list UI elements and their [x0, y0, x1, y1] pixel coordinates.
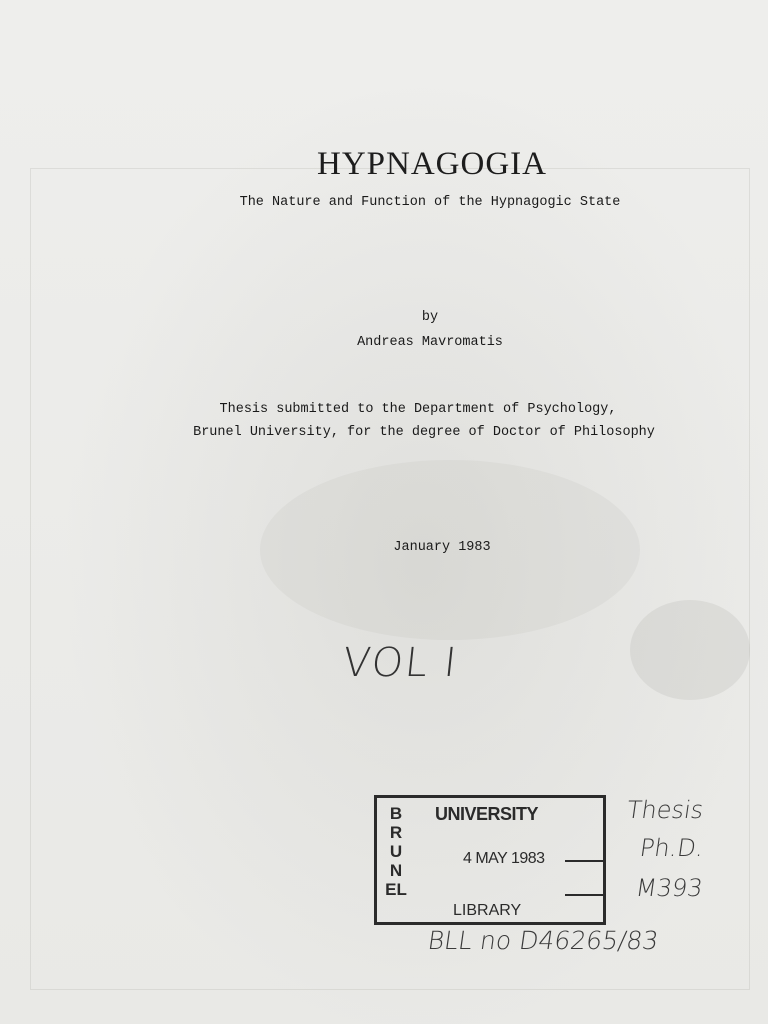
call-number-line-1: Thesis: [625, 796, 706, 824]
author-name: Andreas Mavromatis: [357, 335, 503, 350]
stamp-date: 4 MAY 1983: [463, 850, 545, 867]
call-number-line-3: M393: [634, 874, 705, 902]
bll-number: BLL no D46265/83: [425, 926, 661, 955]
library-stamp: [374, 795, 606, 925]
stamp-library: LIBRARY: [453, 902, 522, 919]
stamp-rule: [565, 860, 605, 862]
submission-date: January 1983: [393, 540, 491, 555]
stamp-vertical-text: BRUNEL: [385, 804, 407, 899]
thesis-statement-line-1: Thesis submitted to the Department of Psychology,: [219, 402, 617, 417]
handwritten-volume: VOL I: [340, 640, 461, 686]
call-number-line-2: Ph.D.: [638, 834, 706, 862]
document-title: HYPNAGOGIA: [317, 146, 547, 182]
document-subtitle: The Nature and Function of the Hypnagogic State: [239, 195, 621, 210]
stamp-university: UNIVERSITY: [435, 804, 539, 824]
by-label: by: [421, 310, 439, 325]
thesis-statement-line-2: Brunel University, for the degree of Doctor of Philosophy: [193, 425, 655, 440]
bleed-through-mark: [630, 600, 750, 700]
stamp-rule: [565, 894, 605, 896]
